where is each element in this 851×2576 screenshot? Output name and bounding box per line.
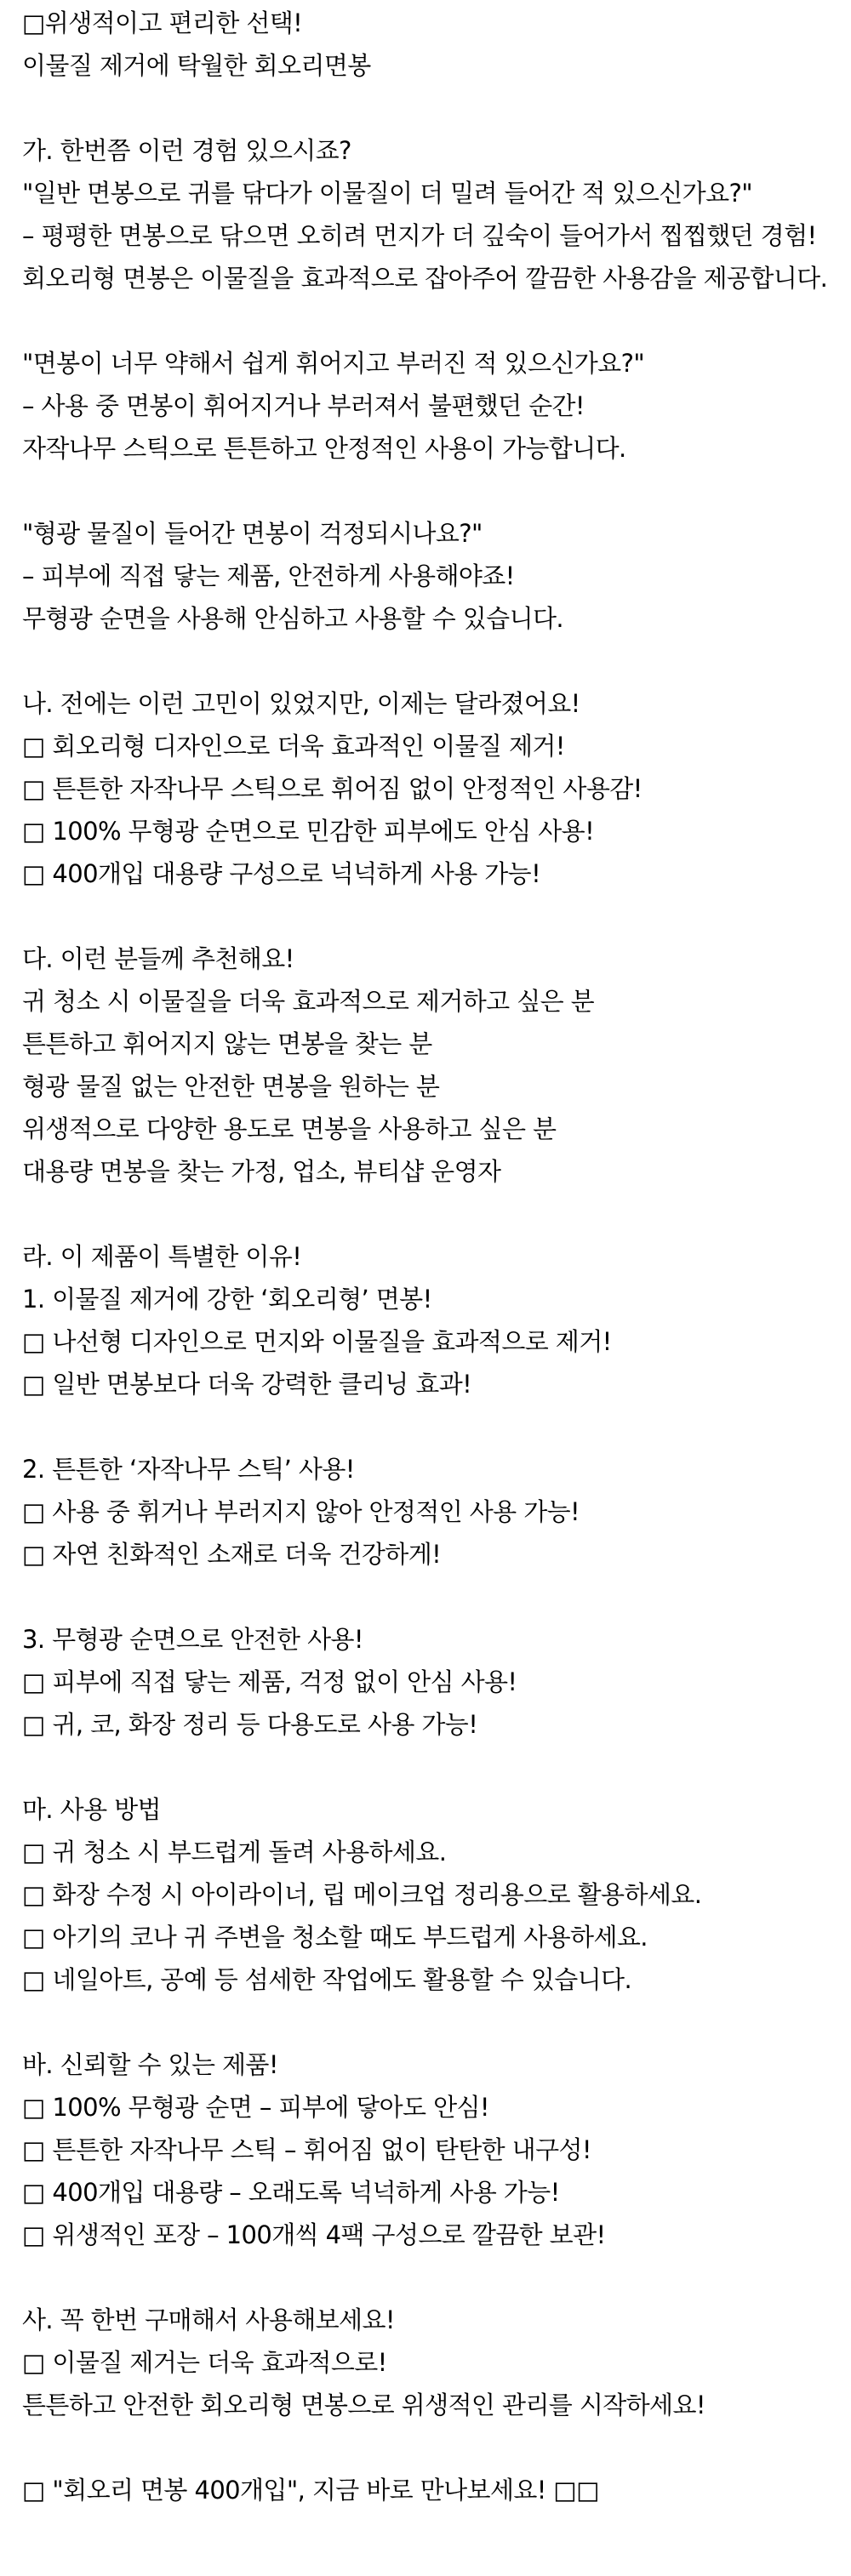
text-line: □ 사용 중 휘거나 부러지지 않아 안정적인 사용 가능!	[22, 1497, 580, 1526]
text-line: □ 회오리형 디자인으로 더욱 효과적인 이물질 제거!	[22, 732, 565, 761]
text-line: 대용량 면봉을 찾는 가정, 업소, 뷰티샵 운영자	[22, 1157, 501, 1186]
section-gap	[22, 2001, 851, 2043]
text-line: □ 귀, 코, 화장 정리 등 다용도로 사용 가능!	[22, 1710, 478, 1739]
text-section	[22, 1235, 851, 1405]
section-heading-line: 사. 꼭 한번 구매해서 사용해보세요!	[22, 2305, 395, 2334]
section-gap	[22, 1746, 851, 1788]
text-line: 위생적으로 다양한 용도로 면봉을 사용하고 싶은 분	[22, 1114, 557, 1143]
text-line: 1. 이물질 제거에 강한 ‘회오리형’ 면봉!	[22, 1285, 432, 1314]
text-line: □ 위생적인 포장 – 100개씩 4팩 구성으로 깔끔한 보관!	[22, 2220, 606, 2249]
section-gap	[22, 470, 851, 512]
text-section	[22, 2469, 851, 2511]
section-gap	[22, 2256, 851, 2299]
text-section	[22, 512, 851, 640]
text-line: 튼튼하고 안전한 회오리형 면봉으로 위생적인 관리를 시작하세요!	[22, 2391, 705, 2419]
section-heading-line: 바. 신뢰할 수 있는 제품!	[22, 2050, 278, 2079]
product-description	[22, 0, 851, 2511]
section-heading-line: "형광 물질이 들어간 면봉이 걱정되시나요?"	[22, 519, 483, 548]
text-section	[22, 682, 851, 895]
text-section	[22, 2299, 851, 2426]
section-heading-line: 라. 이 제품이 특별한 이유!	[22, 1242, 302, 1271]
text-section	[22, 1448, 851, 1576]
section-gap	[22, 1576, 851, 1618]
section-gap	[22, 895, 851, 938]
section-heading-line: 가. 한번쯤 이런 경험 있으시죠?	[22, 136, 351, 165]
text-line: 자작나무 스틱으로 튼튼하고 안정적인 사용이 가능합니다.	[22, 434, 626, 463]
section-gap	[22, 640, 851, 682]
text-line: 무형광 순면을 사용해 안심하고 사용할 수 있습니다.	[22, 604, 564, 633]
section-gap	[22, 299, 851, 342]
text-line: 형광 물질 없는 안전한 면봉을 원하는 분	[22, 1072, 440, 1101]
section-heading-line: 3. 무형광 순면으로 안전한 사용!	[22, 1625, 363, 1654]
text-line: □ 피부에 직접 닿는 제품, 걱정 없이 안심 사용!	[22, 1667, 517, 1696]
text-line: □ 100% 무형광 순면으로 민감한 피부에도 안심 사용!	[22, 817, 595, 846]
text-line: – 피부에 직접 닿는 제품, 안전하게 사용해야죠!	[22, 561, 515, 590]
text-line: □ 400개입 대용량 구성으로 넉넉하게 사용 가능!	[22, 859, 541, 888]
section-gap	[22, 2426, 851, 2469]
text-line: 이물질 제거에 탁월한 회오리면봉	[22, 51, 371, 80]
text-line: □ 아기의 코나 귀 주변을 청소할 때도 부드럽게 사용하세요.	[22, 1923, 648, 1952]
text-line: □ 튼튼한 자작나무 스틱으로 휘어짐 없이 안정적인 사용감!	[22, 774, 643, 803]
section-gap	[22, 1405, 851, 1448]
text-line: □ 화장 수정 시 아이라이너, 립 메이크업 정리용으로 활용하세요.	[22, 1880, 702, 1909]
text-line: – 사용 중 면봉이 휘어지거나 부러져서 불편했던 순간!	[22, 391, 585, 420]
text-section	[22, 129, 851, 299]
text-section	[22, 2, 851, 87]
section-heading-line: 2. 튼튼한 ‘자작나무 스틱’ 사용!	[22, 1455, 355, 1484]
text-line: □ 나선형 디자인으로 먼지와 이물질을 효과적으로 제거!	[22, 1327, 612, 1356]
section-heading-line: □ "회오리 면봉 400개입", 지금 바로 만나보세요! □□	[22, 2476, 600, 2505]
text-line: 튼튼하고 휘어지지 않는 면봉을 찾는 분	[22, 1029, 432, 1058]
section-heading-line: "면봉이 너무 약해서 쉽게 휘어지고 부러진 적 있으신가요?"	[22, 349, 645, 378]
text-line: □ 튼튼한 자작나무 스틱 – 휘어짐 없이 탄탄한 내구성!	[22, 2135, 591, 2164]
text-line: □ 자연 친화적인 소재로 더욱 건강하게!	[22, 1540, 442, 1569]
text-line: □ 100% 무형광 순면 – 피부에 닿아도 안심!	[22, 2093, 489, 2122]
section-heading-line: 나. 전에는 이런 고민이 있었지만, 이제는 달라졌어요!	[22, 689, 580, 718]
text-line: □ 일반 면봉보다 더욱 강력한 클리닝 효과!	[22, 1370, 472, 1399]
section-gap	[22, 1193, 851, 1235]
section-heading-line: 다. 이런 분들께 추천해요!	[22, 944, 294, 973]
text-line: □ 네일아트, 공예 등 섬세한 작업에도 활용할 수 있습니다.	[22, 1965, 632, 1994]
text-line: □ 이물질 제거는 더욱 효과적으로!	[22, 2348, 387, 2377]
text-section	[22, 342, 851, 470]
section-heading-line: 마. 사용 방법	[22, 1795, 161, 1824]
section-heading-line: □위생적이고 편리한 선택!	[22, 9, 303, 37]
section-gap	[22, 87, 851, 129]
text-section	[22, 938, 851, 1193]
text-section	[22, 2043, 851, 2256]
text-line: – 평평한 면봉으로 닦으면 오히려 먼지가 더 깊숙이 들어가서 찝찝했던 경험!	[22, 221, 817, 250]
text-section	[22, 1788, 851, 2001]
text-section	[22, 1618, 851, 1746]
text-line: 회오리형 면봉은 이물질을 효과적으로 잡아주어 깔끔한 사용감을 제공합니다.	[22, 264, 828, 293]
text-line: □ 400개입 대용량 – 오래도록 넉넉하게 사용 가능!	[22, 2178, 560, 2207]
text-line: □ 귀 청소 시 부드럽게 돌려 사용하세요.	[22, 1838, 447, 1866]
text-line: 귀 청소 시 이물질을 더욱 효과적으로 제거하고 싶은 분	[22, 987, 595, 1016]
text-line: "일반 면봉으로 귀를 닦다가 이물질이 더 밀려 들어간 적 있으신가요?"	[22, 179, 753, 208]
